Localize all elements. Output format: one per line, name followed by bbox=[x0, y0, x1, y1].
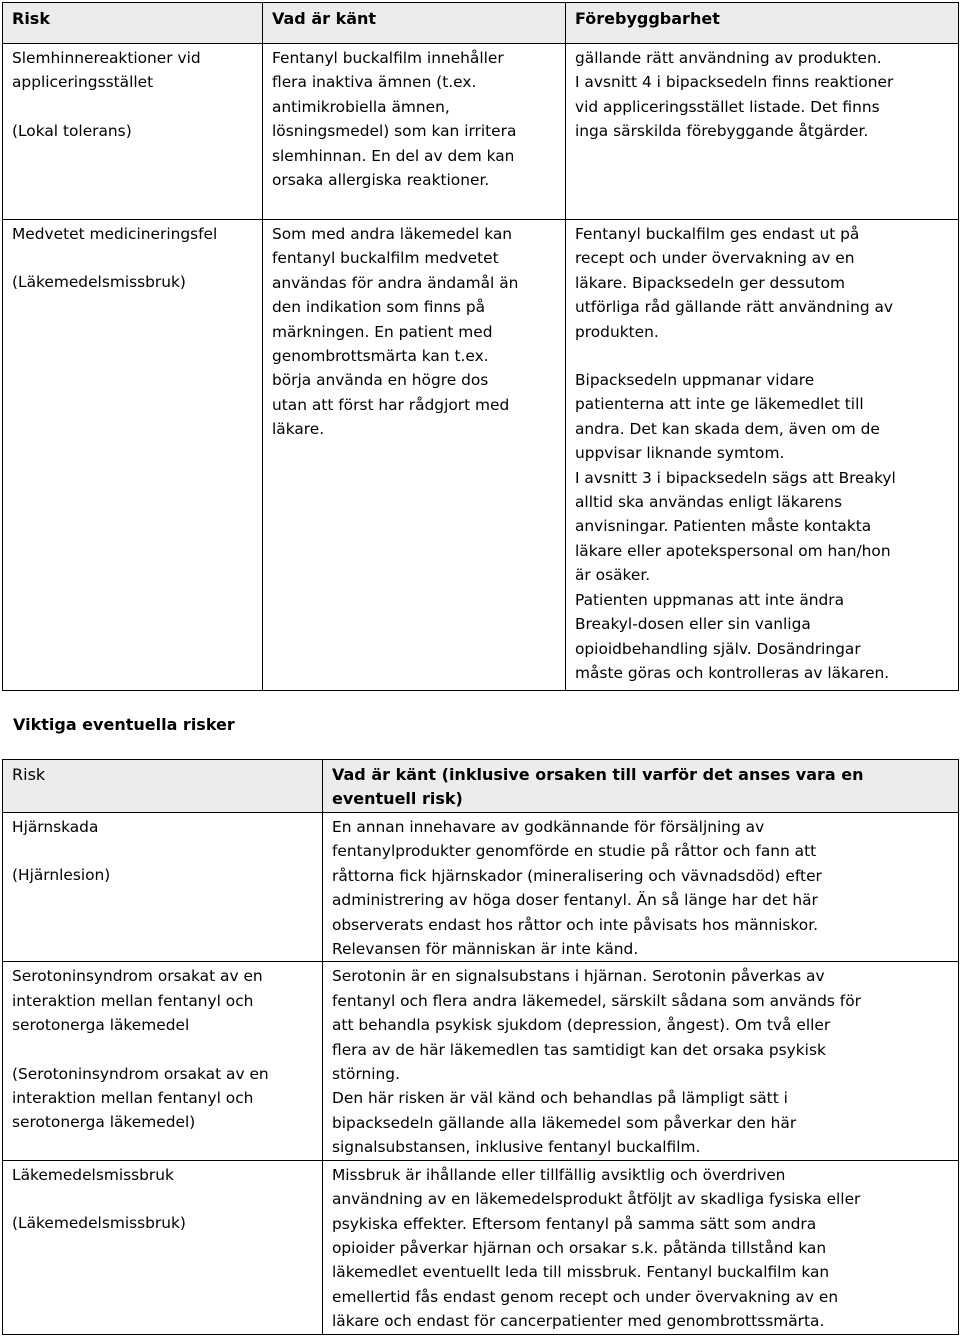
header-known: Vad är känt (inklusive orsaken till varför det anses vara en eventuell risk) bbox=[323, 760, 959, 813]
risk-cell bbox=[3, 813, 323, 962]
table-row bbox=[3, 220, 959, 691]
risk-name: Hjärnskada bbox=[12, 818, 99, 836]
prevent-text: Bipacksedeln uppmanar vidare patienterna att inte ge läkemedlet till andra. Det kan skada dem, även om de uppvisar liknande symtom. I avsnitt 3 i bipacksedeln sägs att Breakyl alltid ska användas enligt läkarens anvisningar. Patienten måste kontakta läkare eller apotekspersonal om han/hon är osäker. Patienten uppmanas att inte ändra Breakyl-dosen eller sin vanliga opioidbehandling själv. Dosändringar måste göras och kontrolleras av läkaren. bbox=[575, 371, 896, 682]
risk-alias: (Läkemedelsmissbruk) bbox=[12, 273, 186, 292]
header-risk: Risk bbox=[3, 760, 323, 813]
risk-cell bbox=[3, 1160, 323, 1334]
risk-alias: (Lokal tolerans) bbox=[12, 121, 132, 140]
known-text: Missbruk är ihållande eller tillfällig avsiktlig och överdriven användning av en läkemedelsprodukt åtföljt av skadliga fysiska eller psykiska effekter. Eftersom fentanyl på samma sätt som andra opioider påverkar hjärnan och orsakar s.k. påtända tillstånd kan läkemedlet eventuellt leda till missbruk. Fentanyl buckalfilm kan emellertid fås endast genom recept och under övervakning av en läkare och endast för cancerpatienter med genombrottssmärta. bbox=[332, 1165, 861, 1331]
risk-alias: (Serotoninsyndrom orsakat av en interaktion mellan fentanyl och serotonerga läkemedel) bbox=[12, 1064, 269, 1132]
section-heading: Viktiga eventuella risker bbox=[13, 715, 235, 734]
table-row bbox=[3, 44, 959, 220]
risk-name: Medvetet medicineringsfel bbox=[12, 225, 218, 243]
known-cell bbox=[323, 813, 959, 962]
known-text: Serotonin är en signalsubstans i hjärnan. Serotonin påverkas av fentanyl och flera andra läkemedel, särskilt sådana som används för att behandla psykisk sjukdom (depression, ångest). Om två eller flera av de här läkemedlen tas samtidigt kan det orsaka psykisk störning. Den här risken är väl känd och behandlas på lämpligt sätt i bipacksedeln gällande alla läkemedel som påverkar den här signalsubstansen, inklusive fentanyl buckalfilm. bbox=[332, 967, 861, 1157]
header-risk: Risk bbox=[3, 3, 263, 44]
potential-risks-table bbox=[2, 759, 959, 1335]
table-row bbox=[3, 1160, 959, 1334]
risk-cell bbox=[3, 44, 263, 220]
risk-cell bbox=[3, 220, 263, 691]
prevent-text: gällande rätt användning av produkten. I avsnitt 4 i bipacksedeln finns reaktioner vid appliceringsstället listade. Det finns inga särskilda förebyggande åtgärder. bbox=[575, 49, 894, 141]
risk-table bbox=[2, 2, 959, 691]
prevent-cell bbox=[566, 44, 959, 220]
header-prevent: Förebyggbarhet bbox=[566, 3, 959, 44]
risk-alias: (Hjärnlesion) bbox=[12, 866, 111, 885]
risk-name: Serotoninsyndrom orsakat av en interaktion mellan fentanyl och serotonerga läkemedel bbox=[12, 967, 263, 1035]
prevent-cell bbox=[566, 220, 959, 691]
known-text: Fentanyl buckalfilm innehåller flera inaktiva ämnen (t.ex. antimikrobiella ämnen, lösningsmedel) som kan irritera slemhinnan. En del av dem kan orsaka allergiska reaktioner. bbox=[272, 49, 517, 190]
prevent-text: Fentanyl buckalfilm ges endast ut på recept och under övervakning av en läkare. Bipacksedeln ger dessutom utförliga råd gällande rätt användning av produkten. bbox=[575, 225, 894, 341]
potential-risks-header bbox=[3, 760, 959, 813]
known-cell bbox=[323, 1160, 959, 1334]
known-cell bbox=[323, 962, 959, 1160]
table-row bbox=[3, 813, 959, 962]
header-known: Vad är känt bbox=[263, 3, 566, 44]
risk-name: Slemhinnereaktioner vid appliceringsstället bbox=[12, 49, 201, 92]
table-row bbox=[3, 962, 959, 1160]
risk-table-header bbox=[3, 3, 959, 44]
known-cell bbox=[263, 44, 566, 220]
known-cell bbox=[263, 220, 566, 691]
known-text: Som med andra läkemedel kan fentanyl buckalfilm medvetet användas för andra ändamål än den indikation som finns på märkningen. En patient med genombrottsmärta kan t.ex. börja använda en högre dos utan att först har rådgjort med läkare. bbox=[272, 225, 519, 439]
risk-name: Läkemedelsmissbruk bbox=[12, 1165, 174, 1184]
known-text: En annan innehavare av godkännande för försäljning av fentanylprodukter genomförde en studie på råttor och fann att råttorna fick hjärnskador (mineralisering och vävnadsdöd) efter administrering av höga doser fentanyl. Än så länge har det här observerats endast hos råttor och inte påvisats hos människor. Relevansen för människan är inte känd. bbox=[332, 818, 822, 959]
risk-cell bbox=[3, 962, 323, 1160]
risk-alias: (Läkemedelsmissbruk) bbox=[12, 1214, 186, 1233]
